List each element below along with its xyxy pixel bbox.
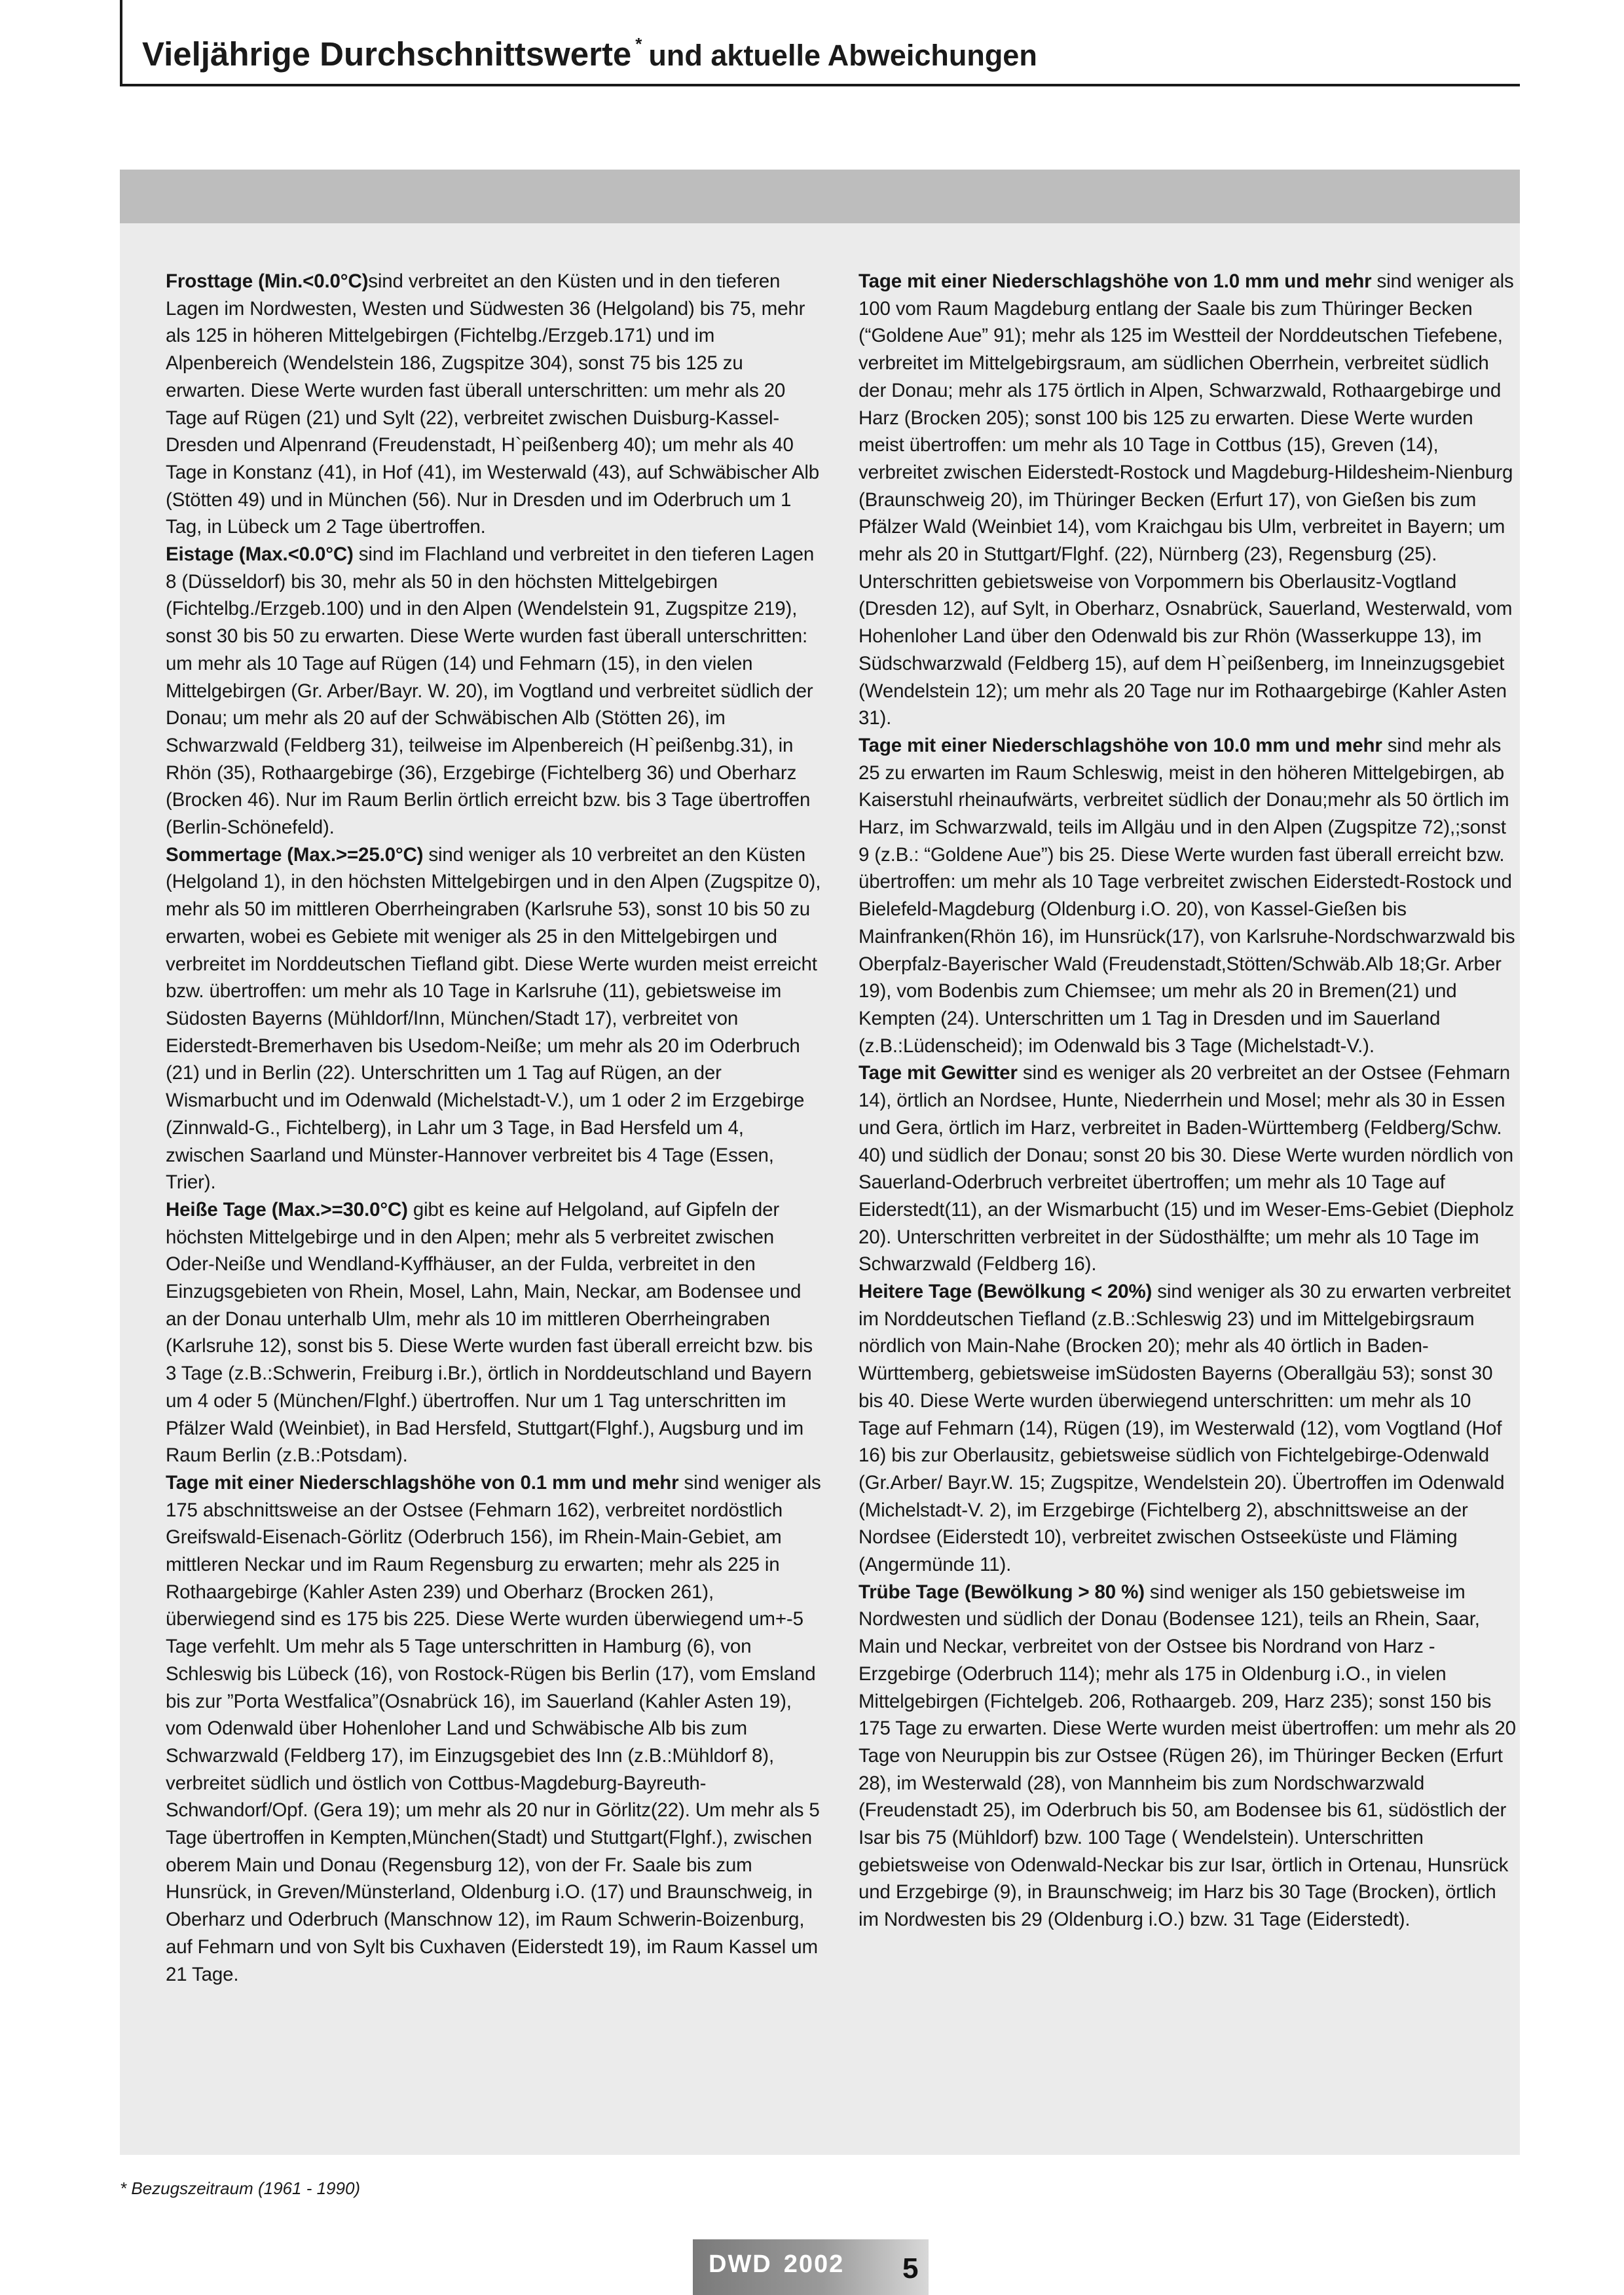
paragraph-heitere-tage: [858, 1278, 1517, 1579]
paragraph-eistage: [166, 541, 824, 841]
header-frame-bottom: [120, 84, 1520, 86]
paragraph-sommertage: [166, 841, 824, 1196]
heading-frosttage: Frosttage (Min.<0.0°C): [166, 270, 369, 292]
page-number: 5: [902, 2252, 919, 2285]
paragraph-niederschlag-0-1: [166, 1469, 824, 1988]
text-truebe-tage: sind weniger als 150 gebietsweise im Nordwesten und südlich der Donau (Bodensee 121), teils an Rhein, Saar, Main und Neckar, verbreitet von der Ostsee bis Nordrand von Harz -Erzgebirge (Oderbruch 114); mehr als 175 in Oldenburg i.O., in vielen Mittelgebirgen (Fichtelgeb. 206, Rothaargeb. 209, Harz 235); sonst 150 bis 175 Tage zu erwarten. Diese Werte wurden meist übertroffen: um mehr als 20 Tage von Neuruppin bis zur Ostsee (Rügen 26), im Thüringer Becken (Erfurt 28), im Westerwald (28), von Mannheim bis zum Nordschwarzwald (Freudenstadt 25), im Oderbruch bis 50, am Bodensee bis 61, südöstlich der Isar bis 75 (Mühldorf) bzw. 100 Tage ( Wendelstein). Unterschritten gebietsweise von Odenwald-Neckar bis zur Isar, örtlich in Ortenau, Hunsrück und Erzgebirge (9), in Braunschweig; im Harz bis 30 Tage (Brocken), örtlich im Nordwesten bis 29 (Oldenburg i.O.) bzw. 31 Tage (Eiderstedt).: [858, 1581, 1516, 1931]
text-niederschlag-1-0: sind weniger als 100 vom Raum Magdeburg entlang der Saale bis zum Thüringer Becken (“Goldene Aue” 91); mehr als 125 im Westteil der Norddeutschen Tiefebene, verbreitet im Mittelgebirgsraum, am südlichen Oberrhein, verbreitet südlich der Donau; mehr als 175 örtlich in Alpen, Schwarzwald, Rothaargebirge und Harz (Brocken 205); sonst 100 bis 125 zu erwarten. Diese Werte wurden meist übertroffen: um mehr als 10 Tage in Cottbus (15), Greven (14), verbreitet zwischen Eiderstedt-Rostock und Magdeburg-Hildesheim-Nienburg (Braunschweig 20), im Thüringer Becken (Erfurt 17), von Gießen bis zum Pfälzer Wald (Weinbiet 14), vom Kraichgau bis Ulm, verbreitet in Bayern; um mehr als 20 in Stuttgart/Flghf. (22), Nürnberg (23), Regensburg (25). Unterschritten gebietsweise von Vorpommern bis Oberlausitz-Vogtland (Dresden 12), auf Sylt, in Oberharz, Osnabrück, Sauerland, Westerwald, vom Hohenloher Land über den Odenwald bis zur Rhön (Wasserkuppe 13), im Südschwarzwald (Feldberg 15), auf dem H`peißenberg, im Inneinzugsgebiet (Wendelstein 12); um mehr als 20 Tage nur im Rothaargebirge (Kahler Asten 31).: [858, 270, 1514, 729]
footer-brand-name: DWD: [709, 2250, 772, 2278]
heading-eistage: Eistage (Max.<0.0°C): [166, 543, 354, 566]
heading-sommertage: Sommertage (Max.>=25.0°C): [166, 843, 424, 866]
right-column: [858, 268, 1517, 1934]
paragraph-gewitter: [858, 1059, 1517, 1278]
paragraph-truebe-tage: [858, 1579, 1517, 1934]
heading-niederschlag-1-0: Tage mit einer Niederschlagshöhe von 1.0 mm und mehr: [858, 270, 1372, 292]
section-header-band: [120, 170, 1520, 223]
text-heitere-tage: sind weniger als 30 zu erwarten verbreitet im Norddeutschen Tiefland (z.B.:Schleswig 23) und im Mittelgebirgsraum nördlich von Main-Nahe (Brocken 20); mehr als 40 örtlich in Baden-Württemberg, gebietsweise imSüdosten Bayerns (Oberallgäu 53); sonst 30 bis 40. Diese Werte wurden überwiegend unterschritten: um mehr als 10 Tage auf Fehmarn (14), Rügen (19), im Westerwald (12), vom Vogtland (Hof 16) bis zur Oberlausitz, gebietsweise südlich von Fichtelgebirge-Odenwald (Gr.Arber/ Bayr.W. 15; Zugspitze, Wendelstein 20). Übertroffen im Odenwald (Michelstadt-V. 2), im Erzgebirge (Fichtelberg 2), abschnittsweise an der Nordsee (Eiderstedt 10), verbreitet zwischen Ostseeküste und Fläming (Angermünde 11).: [858, 1281, 1511, 1576]
heading-niederschlag-0-1: Tage mit einer Niederschlagshöhe von 0.1 mm und mehr: [166, 1471, 679, 1494]
text-heisse-tage: gibt es keine auf Helgoland, auf Gipfeln der höchsten Mittelgebirge und in den Alpen; mehr als 5 verbreitet zwischen Oder-Neiße und Wendland-Kyffhäuser, an der Fulda, verbreitet in den Einzugsgebieten von Rhein, Mosel, Lahn, Main, Neckar, am Bodensee und an der Donau unterhalb Ulm, mehr als 10 im mittleren Oberrheingraben (Karlsruhe 12), sonst bis 5. Diese Werte wurden fast überall erreicht bzw. bis 3 Tage (z.B.:Schwerin, Freiburg i.Br.), örtlich in Norddeutschland und Bayern um 4 oder 5 (München/Flghf.) übertroffen. Nur um 1 Tag unterschritten im Pfälzer Wald (Weinbiet), in Bad Hersfeld, Stuttgart(Flghf.), Augsburg und im Raum Berlin (z.B.:Potsdam).: [166, 1198, 813, 1467]
header-frame-left: [120, 0, 122, 86]
heading-truebe-tage: Trübe Tage (Bewölkung > 80 %): [858, 1581, 1145, 1603]
paragraph-niederschlag-1-0: [858, 268, 1517, 732]
title-main: Vieljährige Durchschnittswerte: [142, 35, 632, 73]
text-niederschlag-0-1: sind weniger als 175 abschnittsweise an der Ostsee (Fehmarn 162), verbreitet nordöstlich Greifswald-Eisenach-Görlitz (Oderbruch 156), im Rhein-Main-Gebiet, am mittleren Neckar und im Raum Regensburg zu erwarten; mehr als 225 in Rothaargebirge (Kahler Asten 239) und Oberharz (Brocken 261), überwiegend sind es 175 bis 225. Diese Werte wurden überwiegend um+-5 Tage verfehlt. Um mehr als 5 Tage unterschritten in Hamburg (6), von Schleswig bis Lübeck (16), von Rostock-Rügen bis Berlin (17), vom Emsland bis zur ”Porta Westfalica”(Osnabrück 16), im Sauerland (Kahler Asten 19), vom Odenwald über Hohenloher Land und Schwäbische Alb bis zum Schwarzwald (Feldberg 17), im Einzugsgebiet des Inn (z.B.:Mühldorf 8), verbreitet südlich und östlich von Cottbus-Magdeburg-Bayreuth-Schwandorf/Opf. (Gera 19); um mehr als 20 nur in Görlitz(22). Um mehr als 5 Tage übertroffen in Kempten,München(Stadt) und Stuttgart(Flghf.), zwischen oberem Main und Donau (Regensburg 12), von der Fr. Saale bis zum Hunsrück, in Greven/Münsterland, Oldenburg i.O. (17) und Braunschweig, in Oberharz und Oderbruch (Manschnow 12), im Raum Schwerin-Boizenburg, auf Fehmarn und von Sylt bis Cuxhaven (Eiderstedt 19), im Raum Kassel um 21 Tage.: [166, 1471, 821, 1985]
text-eistage: sind im Flachland und verbreitet in den tieferen Lagen 8 (Düsseldorf) bis 30, mehr als 50 in den höchsten Mittelgebirgen (Fichtelbg./Erzgeb.100) und in den Alpen (Wendelstein 91, Zugspitze 219), sonst 30 bis 50 zu erwarten. Diese Werte wurden fast überall unterschritten: um mehr als 10 Tage auf Rügen (14) und Fehmarn (15), in den vielen Mittelgebirgen (Gr. Arber/Bayr. W. 20), im Vogtland und verbreitet südlich der Donau; um mehr als 20 auf der Schwäbischen Alb (Stötten 26), im Schwarzwald (Feldberg 31), teilweise im Alpenbereich (H`peißenbg.31), in Rhön (35), Rothaargebirge (36), Erzgebirge (Fichtelberg 36) und Oberharz (Brocken 46). Nur im Raum Berlin örtlich erreicht bzw. bis 3 Tage übertroffen (Berlin-Schönefeld).: [166, 543, 815, 839]
heading-niederschlag-10-0: Tage mit einer Niederschlagshöhe von 10.0 mm und mehr: [858, 734, 1382, 756]
text-gewitter: sind es weniger als 20 verbreitet an der Ostsee (Fehmarn 14), örtlich an Nordsee, Hunte, Niederrhein und Mosel; mehr als 30 in Essen und Gera, örtlich im Harz, verbreitet in Baden-Württemberg (Feldberg/Schw. 40) und südlich der Donau; sonst 20 bis 30. Diese Werte wurden nördlich von Sauerland-Oderbruch verbreitet übertroffen; um mehr als 10 Tage auf Eiderstedt(11), an der Wismarbucht (15) und im Weser-Ems-Gebiet (Diepholz 20). Unterschritten verbreitet in der Südosthälfte; um mehr als 10 Tage im Schwarzwald (Feldberg 16).: [858, 1062, 1515, 1276]
heading-heisse-tage: Heiße Tage (Max.>=30.0°C): [166, 1198, 408, 1221]
text-niederschlag-10-0: sind mehr als 25 zu erwarten im Raum Schleswig, meist in den höheren Mittelgebirgen, ab Kaiserstuhl rheinaufwärts, verbreitet südlich der Donau;mehr als 50 örtlich im Harz, im Schwarzwald, teils im Allgäu und in den Alpen (Zugspitze 72),;sonst 9 (z.B.: “Goldene Aue”) bis 25. Diese Werte wurden fast überall erreicht bzw. übertroffen: um mehr als 10 Tage verbreitet zwischen Eiderstedt-Rostock und Bielefeld-Magdeburg (Oldenburg i.O. 20), von Kassel-Gießen bis Mainfranken(Rhön 16), im Hunsrück(17), von Karlsruhe-Nordschwarzwald bis Oberpfalz-Bayerischer Wald (Freudenstadt,Stötten/Schwäb.Alb 18;Gr. Arber 19), vom Bodenbis zum Chiemsee; um mehr als 20 in Bremen(21) und Kempten (24). Unterschritten um 1 Tag in Dresden und im Sauerland (z.B.:Lüdenscheid); im Odenwald bis 3 Tage (Michelstadt-V.).: [858, 734, 1515, 1057]
footnote-reference-period: * Bezugszeitraum (1961 - 1990): [120, 2178, 361, 2198]
text-sommertage: sind weniger als 10 verbreitet an den Küsten (Helgoland 1), in den höchsten Mittelgebirgen und in den Alpen (Zugspitze 0), mehr als 50 im mittleren Oberrheingraben (Karlsruhe 53), sonst 10 bis 50 zu erwarten, wobei es Gebiete mit weniger als 25 in den Mittelgebirgen und verbreitet im Norddeutschen Tiefland gibt. Diese Werte wurden meist erreicht bzw. übertroffen: um mehr als 10 Tage in Karlsruhe (11), gebietsweise im Südosten Bayerns (Mühldorf/Inn, München/Stadt 17), verbreitet von Eiderstedt-Bremerhaven bis Usedom-Neiße; um mehr als 20 im Oderbruch (21) und in Berlin (22). Unterschritten um 1 Tag auf Rügen, an der Wismarbucht und im Odenwald (Michelstadt-V.), um 1 oder 2 im Erzgebirge (Zinnwald-G., Fichtelberg), in Lahr um 3 Tage, in Bad Hersfeld um 4, zwischen Saarland und Münster-Hannover verbreitet bis 4 Tage (Essen, Trier).: [166, 843, 821, 1194]
heading-gewitter: Tage mit Gewitter: [858, 1062, 1018, 1084]
page-title: [142, 34, 1037, 73]
left-column: [166, 268, 824, 1988]
paragraph-niederschlag-10-0: [858, 732, 1517, 1059]
footer-brand: [709, 2250, 844, 2279]
footer-year: 2002: [783, 2250, 845, 2278]
title-rest: und aktuelle Abweichungen: [648, 39, 1037, 72]
paragraph-frosttage: [166, 268, 824, 541]
title-asterisk: *: [635, 34, 642, 54]
heading-heitere-tage: Heitere Tage (Bewölkung < 20%): [858, 1281, 1153, 1303]
text-frosttage: sind verbreitet an den Küsten und in den tieferen Lagen im Nordwesten, Westen und Südwesten 36 (Helgoland) bis 75, mehr als 125 in höheren Mittelgebirgen (Fichtelbg./Erzgeb.171) und im Alpenbereich (Wendelstein 186, Zugspitze 304), sonst 75 bis 125 zu erwarten. Diese Werte wurden fast überall unterschritten: um mehr als 20 Tage auf Rügen (21) und Sylt (22), verbreitet zwischen Duisburg-Kassel-Dresden und Alpenrand (Freudenstadt, H`peißenberg 40); um mehr als 40 Tage in Konstanz (41), in Hof (41), im Westerwald (43), auf Schwäbischer Alb (Stötten 49) und in München (56). Nur in Dresden und im Oderbruch um 1 Tag, in Lübeck um 2 Tage übertroffen.: [166, 270, 820, 538]
paragraph-heisse-tage: [166, 1196, 824, 1469]
